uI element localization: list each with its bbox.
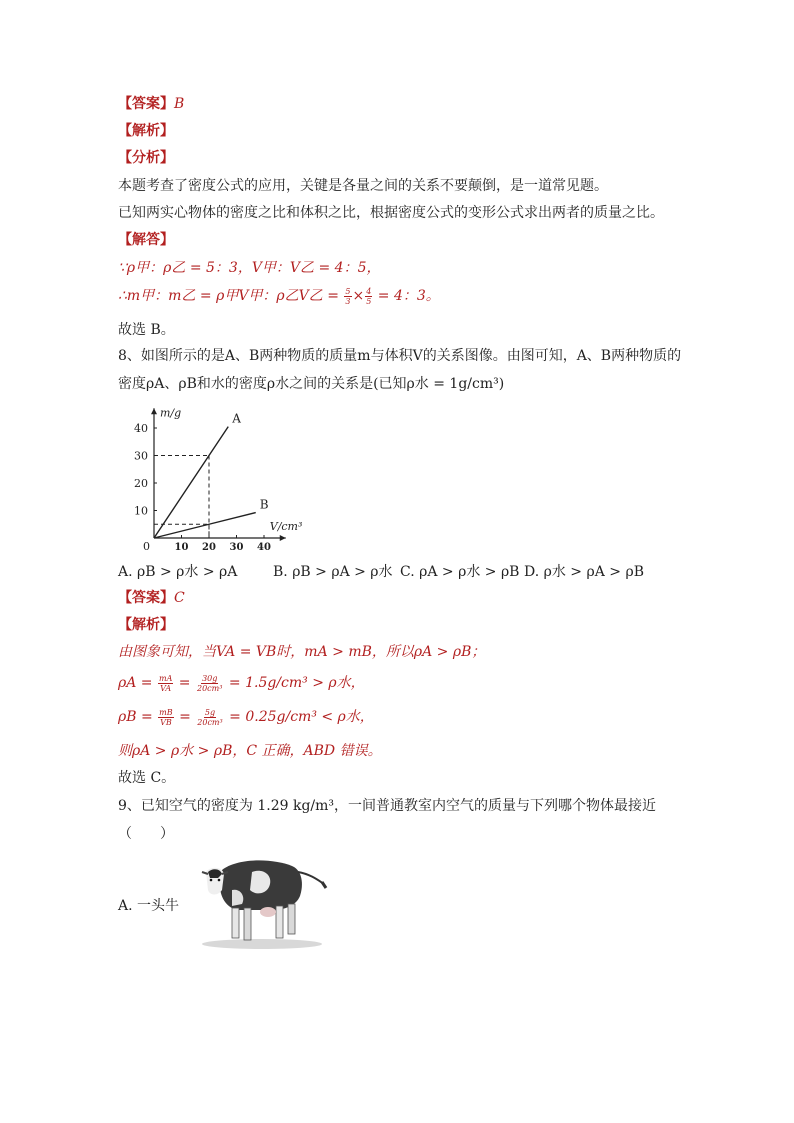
- q8-analysis-tag: 【解析】: [118, 617, 174, 633]
- times-sign: ×: [352, 288, 365, 304]
- q9-option-a[interactable]: A. 一头牛: [118, 898, 180, 914]
- q7-step1: ∵ρ甲：ρ乙 = 5：3，V甲：V乙 = 4：5，: [118, 260, 381, 276]
- series-label-a: A: [232, 411, 241, 426]
- x-axis-arrow: [280, 535, 286, 541]
- q7-step2: [118, 286, 440, 306]
- x-tick-label: 30: [229, 542, 244, 553]
- q8-exp3: ρB = $\frac{mB}{VB}$ = $\frac{5g}{\text{20cm³}}$ = 0.25g/cm³ < ρ水，: [118, 707, 374, 727]
- fraction: $\frac{5}{3}$: [345, 286, 351, 306]
- series-line-a: [154, 427, 228, 538]
- q8-stem-line2: 密度ρA、ρB和水的密度ρ水之间的关系是(已知ρ水 = 1g/cm³): [118, 376, 505, 392]
- y-tick-label: 10: [134, 504, 148, 518]
- x-axis-label: V/cm³: [269, 520, 303, 533]
- q8-conclusion: 故选 C。: [118, 770, 176, 786]
- series-label-b: B: [259, 497, 269, 512]
- q8-option-a[interactable]: A. ρB > ρ水 > ρA: [118, 564, 238, 580]
- cow-image: [192, 850, 328, 950]
- y-axis-label: m/g: [160, 406, 182, 420]
- answer-value: B: [174, 96, 185, 112]
- x-tick-label: 20: [202, 542, 216, 553]
- fraction: $\frac{mA}{VA}$: [158, 673, 173, 693]
- answer-value: C: [174, 590, 185, 606]
- y-tick-label: 40: [134, 422, 148, 435]
- x-tick-label: 40: [257, 542, 271, 553]
- answer-tag: 【答案】: [118, 590, 174, 606]
- fraction: $\frac{4}{5}$: [366, 286, 372, 306]
- q8-exp4: 则ρA > ρ水 > ρB，C 正确，ABD 错误。: [118, 743, 382, 759]
- fraction: $\frac{30g}{\text{20cm³}}$: [197, 673, 223, 693]
- q7-fenxi-tag: 【分析】: [118, 150, 174, 166]
- y-tick-label: 30: [134, 449, 148, 463]
- series-line-b: [154, 513, 256, 538]
- q8-exp2: ρA = $\frac{mA}{VA}$ = $\frac{30g}{\text{20cm³}}$ = 1.5g/cm³ > ρ水，: [118, 673, 365, 693]
- q8-answer-line: [118, 588, 185, 608]
- y-axis-arrow: [151, 408, 157, 414]
- y-tick-label: 20: [134, 477, 148, 490]
- x-tick-label: 10: [174, 542, 189, 553]
- q9-stem-line2: （ ）: [118, 826, 174, 842]
- q7-conclusion: 故选 B。: [118, 322, 175, 338]
- mass-volume-chart: [118, 404, 378, 554]
- fraction: $\frac{mB}{VB}$: [159, 707, 173, 727]
- q8-stem-line1: 8、如图所示的是A、B两种物质的质量m与体积V的关系图像。由图可知，A、B两种物质的: [118, 348, 682, 364]
- q7-step2-a: ∴m甲：m乙 = ρ甲V甲：ρ乙V乙 =: [118, 288, 344, 304]
- q9-stem-line1: 9、已知空气的密度为 1.29 kg/m³，一间普通教室内空气的质量与下列哪个物体最接近: [118, 798, 657, 814]
- q7-fenxi-line2: 已知两实心物体的密度之比和体积之比，根据密度公式的变形公式求出两者的质量之比。: [118, 205, 664, 221]
- origin-label: 0: [143, 540, 150, 553]
- q8-option-c[interactable]: C. ρA > ρ水 > ρB: [400, 564, 520, 580]
- q8-option-d[interactable]: D. ρ水 > ρA > ρB: [524, 564, 644, 580]
- q7-step2-b: = 4：3。: [373, 288, 440, 304]
- q7-answer-line: [118, 94, 184, 114]
- q8-exp1: 由图象可知，当VA = VB时，mA > mB，所以ρA > ρB；: [118, 644, 486, 660]
- q7-fenxi-line1: 本题考查了密度公式的应用，关键是各量之间的关系不要颠倒，是一道常见题。: [118, 178, 608, 194]
- q7-jieda-tag: 【解答】: [118, 232, 174, 248]
- q8-option-b[interactable]: B. ρB > ρA > ρ水: [273, 564, 393, 580]
- q7-analysis-tag: 【解析】: [118, 123, 174, 139]
- fraction: $\frac{5g}{\text{20cm³}}$: [197, 707, 223, 727]
- answer-tag: 【答案】: [118, 96, 174, 112]
